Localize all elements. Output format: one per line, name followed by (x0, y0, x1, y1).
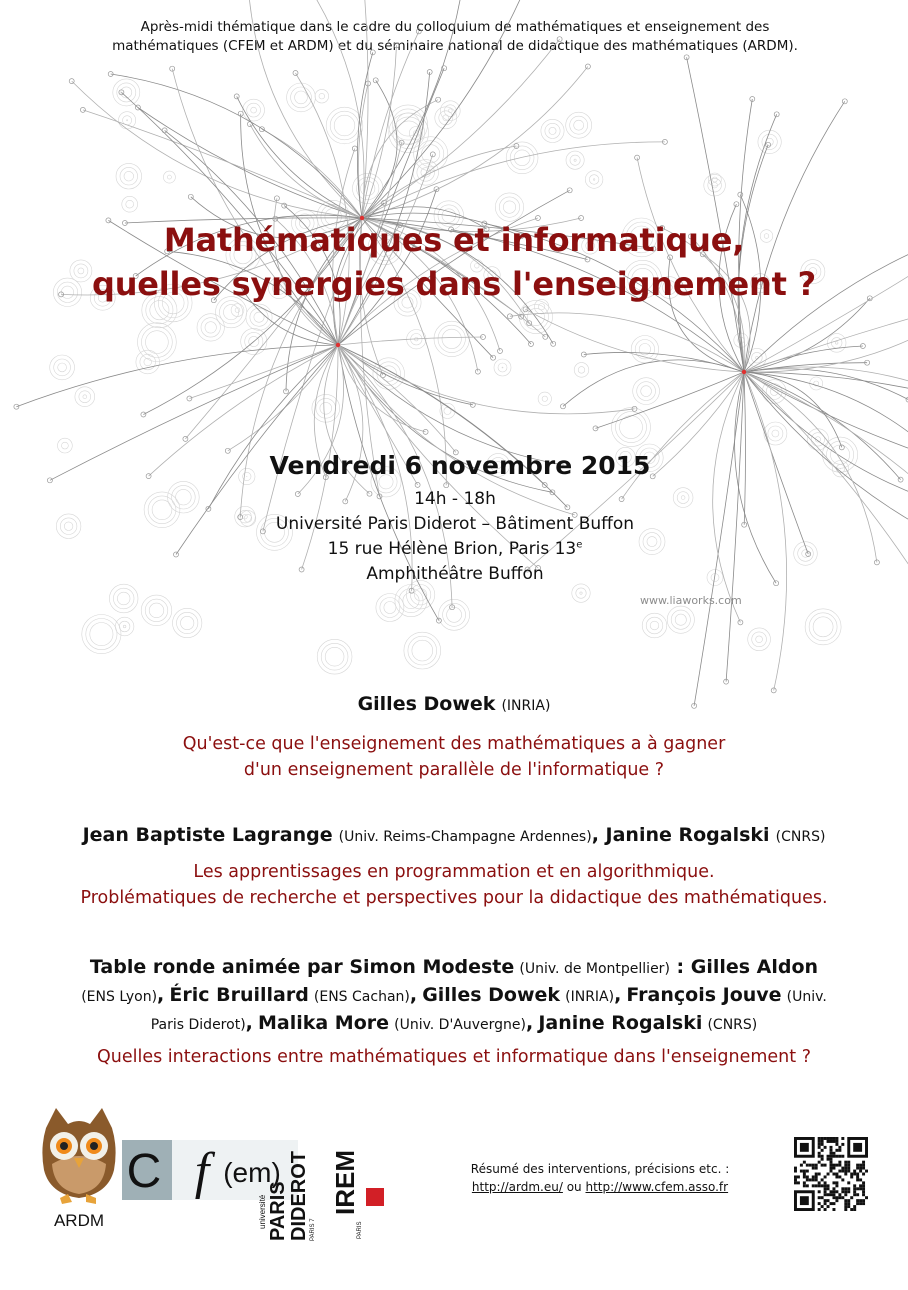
network-strands (14, 0, 908, 708)
irem-label: IREM (330, 1150, 360, 1215)
paris7-label: PARIS 7 (310, 1218, 316, 1241)
intro-line-1: Après-midi thématique dans le cadre du colloquium de mathématiques et enseignement des (140, 19, 770, 35)
speaker-name: Gilles Dowek (357, 693, 496, 715)
ardm-logo (38, 1108, 120, 1230)
panelist-name: Gilles Aldon (690, 956, 819, 978)
cfem-f: f (194, 1143, 210, 1200)
panel-colon: : (669, 956, 691, 978)
talk-2-title-line-2: Problématiques de recherche et perspectives pour la didactique des mathématiques. (80, 888, 828, 908)
talk-1-title-line-1: Qu'est-ce que l'enseignement des mathématiques a à gagner (182, 734, 726, 754)
event-venue: Université Paris Diderot – Bâtiment Buffon (275, 514, 635, 534)
separator: , (614, 984, 622, 1006)
qr-code[interactable] (794, 1137, 868, 1211)
owl-icon (42, 1108, 115, 1204)
separator: , (245, 1012, 253, 1034)
cfem-em: (em) (223, 1157, 281, 1188)
panel-line-3 (20, 1010, 888, 1038)
panelist-affiliation: (ENS Cachan) (313, 989, 410, 1005)
separator: , (157, 984, 165, 1006)
irem-logo (330, 1116, 404, 1239)
talk-2-speakers: Jean Baptiste Lagrange (Univ. Reims-Champagne Ardennes), Janine Rogalski (CNRS) (82, 824, 826, 846)
talk-2-title (20, 859, 888, 911)
event-time: 14h - 18h (414, 489, 496, 509)
panel-line-1 (20, 954, 888, 982)
talk-1-title-line-2: d'un enseignement parallèle de l'informatique ? (243, 760, 665, 780)
event-title (40, 218, 868, 306)
cfem-c: C (126, 1145, 162, 1198)
resume-text: Résumé des interventions, précisions etc. : (470, 1162, 730, 1176)
panelist-affiliation: (CNRS) (707, 1017, 758, 1033)
round-table (20, 954, 888, 1070)
panelist-affiliation: Paris Diderot) (150, 1017, 246, 1033)
panelist-affiliation: (ENS Lyon) (81, 989, 158, 1005)
panelist-affiliation: (INRIA) (565, 989, 615, 1005)
speaker-affiliation: (CNRS) (775, 829, 826, 845)
or-text: ou (566, 1180, 582, 1194)
panel-question: Quelles interactions entre mathématiques et informatique dans l'enseignement ? (96, 1047, 811, 1067)
panelist-affiliation: (Univ. D'Auvergne) (394, 1017, 527, 1033)
image-credit: www.liaworks.com (640, 594, 742, 607)
footer-info (440, 1160, 760, 1196)
intro-line-2: mathématiques (CFEM et ARDM) et du séminaire national de didactique des mathématiques (ARDM). (112, 38, 798, 54)
panelist-name: Éric Bruillard (169, 984, 309, 1006)
ardm-label: ARDM (53, 1211, 105, 1230)
separator: , (526, 1012, 534, 1034)
event-room: Amphithéâtre Buffon (366, 564, 544, 584)
ardm-link[interactable]: http://ardm.eu/ (471, 1180, 563, 1194)
cfem-link[interactable]: http://www.cfem.asso.fr (585, 1180, 729, 1194)
event-address (200, 539, 710, 559)
address-superscript: e (576, 539, 583, 551)
panelist-name: Janine Rogalski (538, 1012, 703, 1034)
panelist-name: François Jouve (626, 984, 782, 1006)
panel-lead: Table ronde animée par Simon Modeste (89, 956, 515, 978)
univ-small-label: université (258, 1194, 267, 1229)
panel-lead-affiliation: (Univ. de Montpellier) (519, 961, 670, 977)
speaker-name: Janine Rogalski (605, 824, 770, 846)
paris-label: PARIS (267, 1181, 289, 1241)
talk-1-speaker (20, 693, 888, 715)
title-line-2: quelles synergies dans l'enseignement ? (91, 265, 816, 303)
talk-1-title (20, 731, 888, 783)
speaker-name: Jean Baptiste Lagrange (82, 824, 333, 846)
irem-red-square (366, 1188, 384, 1206)
diderot-label: DIDEROT (288, 1151, 310, 1241)
address-text: 15 rue Hélène Brion, Paris 13 (327, 539, 577, 559)
talk-2-title-line-1: Les apprentissages en programmation et en algorithmique. (193, 862, 715, 882)
event-date: Vendredi 6 novembre 2015 (269, 451, 651, 480)
irem-sub-label: PARIS (357, 1221, 363, 1239)
panel-line-2 (20, 982, 888, 1010)
panelist-name: Gilles Dowek (422, 984, 561, 1006)
separator: , (409, 984, 418, 1006)
panelist-name: Malika More (257, 1012, 390, 1034)
speaker-affiliation: (Univ. Reims-Champagne Ardennes) (338, 829, 592, 845)
panelist-affiliation: (Univ. (786, 989, 827, 1005)
links-line (440, 1178, 760, 1196)
title-line-1: Mathématiques et informatique, (163, 221, 745, 259)
speaker-affiliation: (INRIA) (501, 698, 551, 714)
